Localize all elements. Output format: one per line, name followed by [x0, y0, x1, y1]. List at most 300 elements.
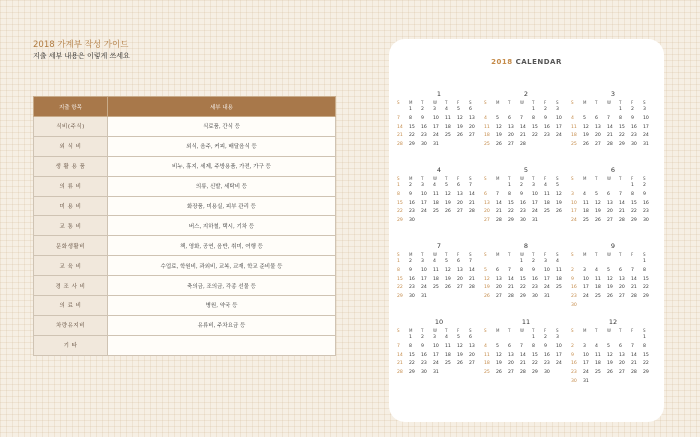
day-cell: 6 [457, 259, 460, 264]
weekday-label: S [643, 328, 646, 333]
day-cell: 14 [520, 124, 526, 130]
weekday-header [571, 251, 655, 258]
weekday-label: S [643, 252, 646, 257]
month-block [571, 317, 655, 389]
day-cell: 6 [469, 107, 472, 112]
day-cell: 8 [508, 191, 511, 197]
weekday-label: M [409, 100, 413, 105]
day-cell: 21 [520, 133, 526, 139]
category-cell: 의 류 비 [34, 176, 108, 196]
day-cell: 31 [421, 294, 427, 300]
day-cell: 19 [445, 200, 451, 206]
day-cell: 29 [520, 294, 526, 300]
day-cell: 5 [457, 107, 460, 112]
day-cell: 31 [532, 218, 538, 224]
day-cell [445, 217, 457, 226]
day-cell: 23 [409, 209, 415, 215]
day-cell: 19 [457, 352, 463, 358]
week-row [397, 334, 481, 343]
detail-cell: 비누, 휴지, 세제, 주방용품, 가전, 가구 등 [108, 156, 336, 176]
day-cell: 12 [607, 352, 613, 358]
day-cell: 16 [643, 200, 649, 206]
day-cell: 4 [595, 343, 598, 349]
weekday-label: S [397, 100, 400, 105]
day-cell: 15 [520, 276, 526, 282]
day-cell: 23 [571, 294, 577, 300]
day-cell: 21 [520, 361, 526, 367]
day-cell [643, 302, 655, 311]
week-row [484, 106, 568, 115]
day-cell: 16 [544, 124, 550, 130]
weekday-label: W [607, 176, 611, 181]
day-cell: 13 [508, 352, 514, 358]
day-cell [607, 378, 619, 387]
day-cell: 13 [619, 352, 625, 358]
day-cell: 29 [397, 294, 403, 300]
day-cell [544, 217, 556, 226]
day-cell: 29 [643, 370, 649, 376]
day-cell: 31 [583, 378, 589, 384]
day-cell [544, 141, 556, 150]
day-cell: 18 [583, 209, 589, 215]
day-cell: 7 [631, 267, 634, 273]
day-cell [571, 106, 583, 115]
day-cell: 2 [532, 259, 535, 264]
weekday-label: F [631, 176, 634, 181]
week-row [484, 369, 568, 378]
day-cell: 15 [508, 200, 514, 206]
day-cell: 26 [496, 142, 502, 148]
month-number: 10 [434, 318, 444, 326]
weekday-header [571, 99, 655, 106]
weekday-label: T [445, 328, 448, 333]
day-cell: 18 [484, 361, 490, 367]
day-cell [607, 258, 619, 267]
weekday-label: S [571, 252, 574, 257]
day-cell: 17 [643, 124, 649, 130]
detail-cell [108, 335, 336, 355]
category-cell: 교 통 비 [34, 216, 108, 236]
day-cell: 19 [484, 285, 490, 291]
day-cell [607, 182, 619, 191]
day-cell [595, 334, 607, 343]
weekday-label: M [496, 100, 500, 105]
day-cell: 29 [508, 218, 514, 224]
day-cell: 13 [457, 267, 463, 273]
day-cell: 28 [469, 209, 475, 215]
day-cell: 28 [397, 370, 403, 376]
day-cell: 8 [397, 267, 400, 273]
day-cell [397, 334, 409, 343]
day-cell: 26 [595, 218, 601, 224]
day-cell: 2 [421, 107, 424, 112]
weekday-header [397, 99, 481, 106]
day-cell: 10 [544, 267, 550, 273]
day-cell: 24 [643, 133, 649, 139]
weekday-label: F [457, 328, 460, 333]
day-cell: 14 [619, 200, 625, 206]
day-cell: 26 [457, 133, 463, 139]
day-cell [607, 334, 619, 343]
weekday-label: T [421, 100, 424, 105]
weekday-label: T [595, 328, 598, 333]
week-row [397, 267, 481, 276]
weekday-label: S [484, 252, 487, 257]
day-cell: 21 [496, 209, 502, 215]
day-cell: 10 [643, 115, 649, 121]
week-row [397, 258, 481, 267]
weekday-label: F [544, 252, 547, 257]
day-cell: 4 [595, 267, 598, 273]
day-cell: 4 [583, 191, 586, 197]
weekday-label: T [619, 328, 622, 333]
day-cell: 9 [532, 267, 535, 273]
day-cell: 26 [607, 294, 613, 300]
calendar-year: 2018 [491, 58, 513, 66]
day-cell: 15 [532, 124, 538, 130]
day-cell [619, 334, 631, 343]
week-row [397, 115, 481, 124]
day-cell: 10 [583, 352, 589, 358]
weekday-label: F [631, 328, 634, 333]
day-cell: 24 [544, 285, 550, 291]
day-cell [445, 369, 457, 378]
day-cell: 1 [397, 183, 400, 188]
day-cell: 25 [571, 142, 577, 148]
day-cell [571, 334, 583, 343]
weekday-label: W [433, 176, 437, 181]
day-cell: 2 [544, 335, 547, 340]
day-cell: 4 [544, 183, 547, 188]
day-cell: 25 [544, 209, 550, 215]
day-cell: 24 [571, 218, 577, 224]
day-cell: 17 [583, 285, 589, 291]
week-row [397, 141, 481, 150]
day-cell: 9 [571, 276, 574, 282]
weekday-label: F [457, 100, 460, 105]
weekday-label: F [631, 100, 634, 105]
weekday-header [571, 175, 655, 182]
header-category: 지출 항목 [34, 97, 108, 117]
weekday-label: M [583, 100, 587, 105]
day-cell: 15 [619, 124, 625, 130]
week-row [571, 352, 655, 361]
day-cell: 12 [457, 115, 463, 121]
day-cell [484, 258, 496, 267]
weekday-label: F [544, 100, 547, 105]
month-number: 3 [610, 90, 616, 98]
day-cell [457, 369, 469, 378]
day-cell: 25 [433, 285, 439, 291]
day-cell [508, 258, 520, 267]
day-cell [520, 106, 532, 115]
month-block [484, 241, 568, 313]
expense-guide-table [33, 96, 336, 356]
day-cell: 16 [631, 124, 637, 130]
day-cell: 1 [643, 335, 646, 340]
day-cell: 6 [496, 267, 499, 273]
day-cell: 18 [433, 276, 439, 282]
day-cell: 27 [508, 142, 514, 148]
day-cell: 23 [520, 209, 526, 215]
day-cell: 27 [469, 133, 475, 139]
weekday-label: W [520, 100, 524, 105]
week-row [397, 124, 481, 133]
day-cell: 9 [571, 352, 574, 358]
day-cell [595, 302, 607, 311]
day-cell: 13 [595, 124, 601, 130]
day-cell: 5 [607, 267, 610, 273]
day-cell: 23 [544, 133, 550, 139]
weekday-label: T [532, 252, 535, 257]
day-cell: 19 [607, 285, 613, 291]
day-cell [457, 141, 469, 150]
day-cell: 13 [457, 191, 463, 197]
day-cell: 19 [583, 133, 589, 139]
day-cell [583, 302, 595, 311]
day-cell: 26 [457, 361, 463, 367]
day-cell: 19 [595, 209, 601, 215]
day-cell: 23 [421, 133, 427, 139]
day-cell: 5 [583, 115, 586, 121]
day-cell: 25 [433, 209, 439, 215]
table-row [34, 196, 336, 216]
day-cell: 23 [643, 209, 649, 215]
day-cell: 25 [484, 142, 490, 148]
day-cell: 19 [556, 200, 562, 206]
day-cell: 3 [433, 335, 436, 340]
day-cell: 22 [409, 361, 415, 367]
day-cell: 24 [433, 361, 439, 367]
weekday-label: W [607, 100, 611, 105]
day-cell: 14 [607, 124, 613, 130]
day-cell [571, 182, 583, 191]
day-cell: 5 [595, 191, 598, 197]
table-row [34, 236, 336, 256]
day-cell [556, 293, 568, 302]
day-cell: 13 [484, 200, 490, 206]
day-cell: 30 [409, 294, 415, 300]
category-cell: 미 용 비 [34, 196, 108, 216]
day-cell: 16 [571, 285, 577, 291]
day-cell: 28 [496, 218, 502, 224]
weekday-label: S [469, 328, 472, 333]
week-row [571, 258, 655, 267]
day-cell: 15 [409, 124, 415, 130]
day-cell: 28 [520, 370, 526, 376]
weekday-label: S [556, 176, 559, 181]
day-cell: 18 [556, 276, 562, 282]
day-cell: 15 [643, 352, 649, 358]
day-cell: 19 [496, 361, 502, 367]
day-cell: 5 [496, 343, 499, 349]
table-row [34, 335, 336, 355]
month-number: 4 [436, 166, 442, 174]
detail-cell: 수업료, 학원비, 과외비, 교복, 교재, 학교 준비물 등 [108, 256, 336, 276]
day-cell: 5 [496, 115, 499, 121]
day-cell: 10 [421, 267, 427, 273]
month-number: 2 [523, 90, 529, 98]
day-cell: 2 [409, 183, 412, 188]
weekday-label: F [457, 252, 460, 257]
day-cell: 29 [409, 370, 415, 376]
weekday-label: T [508, 328, 511, 333]
day-cell: 22 [619, 133, 625, 139]
day-cell [595, 106, 607, 115]
day-cell: 18 [571, 133, 577, 139]
weekday-label: S [643, 176, 646, 181]
day-cell: 9 [643, 191, 646, 197]
weekday-header [484, 251, 568, 258]
day-cell: 24 [583, 294, 589, 300]
week-row [571, 115, 655, 124]
day-cell: 19 [607, 361, 613, 367]
day-cell: 1 [508, 183, 511, 188]
day-cell: 9 [544, 343, 547, 349]
day-cell: 17 [433, 124, 439, 130]
day-cell: 15 [409, 352, 415, 358]
day-cell: 12 [445, 191, 451, 197]
weekday-label: T [619, 176, 622, 181]
day-cell: 28 [520, 142, 526, 148]
day-cell: 10 [433, 343, 439, 349]
weekday-header [571, 327, 655, 334]
month-number: 8 [523, 242, 529, 250]
weekday-label: T [508, 100, 511, 105]
day-cell: 9 [421, 115, 424, 121]
day-cell: 3 [583, 267, 586, 273]
month-block [484, 317, 568, 389]
day-cell: 26 [445, 285, 451, 291]
day-cell: 29 [532, 370, 538, 376]
day-cell: 25 [484, 370, 490, 376]
day-cell [508, 106, 520, 115]
day-cell: 17 [433, 352, 439, 358]
weekday-label: S [397, 328, 400, 333]
week-row [397, 208, 481, 217]
week-row [484, 115, 568, 124]
day-cell: 19 [457, 124, 463, 130]
day-cell: 3 [532, 183, 535, 188]
day-cell: 11 [571, 124, 577, 130]
day-cell: 13 [469, 343, 475, 349]
day-cell: 25 [556, 285, 562, 291]
day-cell: 10 [556, 343, 562, 349]
day-cell [631, 334, 643, 343]
day-cell [643, 378, 655, 387]
week-row [484, 124, 568, 133]
day-cell: 28 [508, 294, 514, 300]
day-cell: 5 [445, 259, 448, 264]
week-row [571, 191, 655, 200]
day-cell: 11 [556, 267, 562, 273]
day-cell: 30 [520, 218, 526, 224]
weekday-label: T [595, 252, 598, 257]
day-cell: 6 [469, 335, 472, 340]
day-cell: 26 [607, 370, 613, 376]
category-cell: 의 료 비 [34, 296, 108, 316]
day-cell: 22 [520, 285, 526, 291]
month-block [397, 241, 481, 313]
day-cell: 9 [544, 115, 547, 121]
day-cell [457, 217, 469, 226]
day-cell [469, 141, 481, 150]
day-cell [556, 217, 568, 226]
day-cell: 23 [409, 285, 415, 291]
weekday-header [397, 251, 481, 258]
week-row [571, 334, 655, 343]
day-cell: 7 [607, 115, 610, 121]
day-cell [532, 141, 544, 150]
week-row [571, 208, 655, 217]
weekday-label: M [583, 252, 587, 257]
day-cell: 9 [520, 191, 523, 197]
day-cell: 4 [571, 115, 574, 121]
week-row [397, 182, 481, 191]
day-cell [595, 258, 607, 267]
day-cell: 4 [433, 183, 436, 188]
day-cell: 1 [532, 107, 535, 112]
weekday-label: T [532, 328, 535, 333]
day-cell: 12 [484, 276, 490, 282]
day-cell: 15 [532, 352, 538, 358]
day-cell: 12 [496, 352, 502, 358]
day-cell [631, 302, 643, 311]
day-cell [619, 302, 631, 311]
day-cell: 11 [484, 352, 490, 358]
month-number: 5 [523, 166, 529, 174]
day-cell: 11 [583, 200, 589, 206]
day-cell [619, 378, 631, 387]
day-cell: 6 [457, 183, 460, 188]
weekday-label: S [556, 328, 559, 333]
day-cell: 14 [469, 191, 475, 197]
day-cell [433, 217, 445, 226]
day-cell: 3 [571, 191, 574, 197]
day-cell: 15 [631, 200, 637, 206]
weekday-label: W [520, 252, 524, 257]
weekday-label: T [532, 176, 535, 181]
day-cell [496, 334, 508, 343]
day-cell: 6 [508, 343, 511, 349]
day-cell [421, 217, 433, 226]
day-cell: 12 [496, 124, 502, 130]
day-cell: 5 [607, 343, 610, 349]
day-cell: 22 [631, 209, 637, 215]
day-cell: 24 [556, 133, 562, 139]
day-cell [556, 141, 568, 150]
day-cell: 28 [397, 142, 403, 148]
day-cell [583, 106, 595, 115]
weekday-label: T [421, 252, 424, 257]
day-cell: 28 [631, 370, 637, 376]
weekday-header [484, 327, 568, 334]
day-cell: 7 [469, 183, 472, 188]
day-cell: 7 [469, 259, 472, 264]
weekday-label: S [484, 176, 487, 181]
day-cell: 11 [484, 124, 490, 130]
day-cell: 11 [595, 276, 601, 282]
day-cell [520, 334, 532, 343]
weekday-label: T [595, 100, 598, 105]
week-row [571, 267, 655, 276]
day-cell: 10 [571, 200, 577, 206]
weekday-label: S [397, 252, 400, 257]
day-cell: 30 [409, 218, 415, 224]
day-cell [397, 106, 409, 115]
weekday-label: M [583, 328, 587, 333]
day-cell [445, 141, 457, 150]
